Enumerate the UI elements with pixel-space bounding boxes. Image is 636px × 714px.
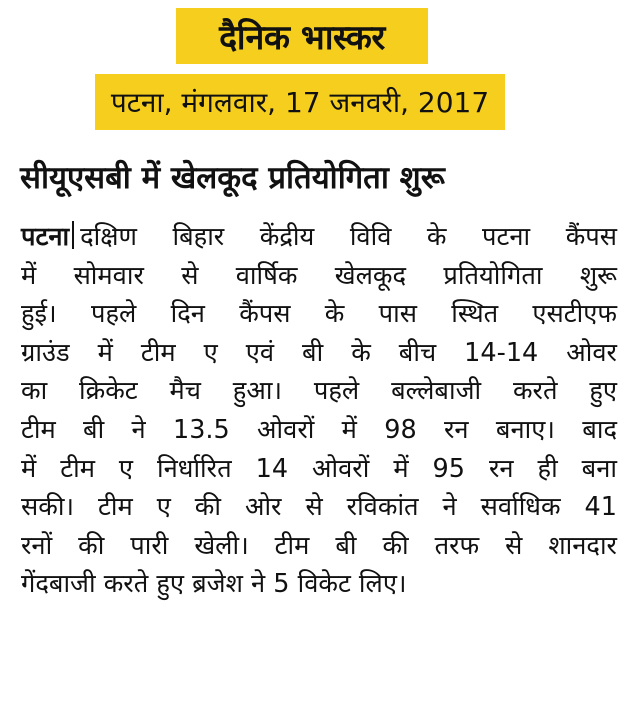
article-line (21, 218, 617, 257)
article-line: ग्राउंड में टीम ए एवं बी के बीच 14-14 ओवर (21, 337, 617, 368)
article-headline: सीयूएसबी में खेलकूद प्रतियोगिता शुरू (20, 160, 445, 196)
article-line: टीम बी ने 13.5 ओवरों में 98 रन बनाए। बाद (21, 414, 617, 445)
location-tag: पटना (21, 222, 70, 252)
article-line: में टीम ए निर्धारित 14 ओवरों में 95 रन ही बना (21, 453, 617, 484)
location-separator (72, 221, 74, 249)
article-line: सकी। टीम ए की ओर से रविकांत ने सर्वाधिक 41 (21, 492, 617, 523)
masthead-brand: दैनिक भास्कर (219, 18, 385, 58)
article-body (21, 218, 617, 604)
article-line: रनों की पारी खेली। टीम बी की तरफ से शानदार (21, 530, 617, 561)
dateline-banner (95, 74, 505, 130)
newspaper-masthead (176, 8, 428, 64)
dateline-text: पटना, मंगलवार, 17 जनवरी, 2017 (110, 86, 490, 119)
article-line: गेंदबाजी करते हुए ब्रजेश ने 5 विकेट लिए। (21, 569, 407, 600)
first-line-text: दक्षिण बिहार केंद्रीय विवि के पटना कैंपस (80, 222, 617, 252)
article-line: का क्रिकेट मैच हुआ। पहले बल्लेबाजी करते हुए (21, 376, 617, 407)
article-line: हुई। पहले दिन कैंपस के पास स्थित एसटीएफ (21, 299, 617, 330)
article-line: में सोमवार से वार्षिक खेलकूद प्रतियोगिता शुरू (21, 260, 617, 291)
